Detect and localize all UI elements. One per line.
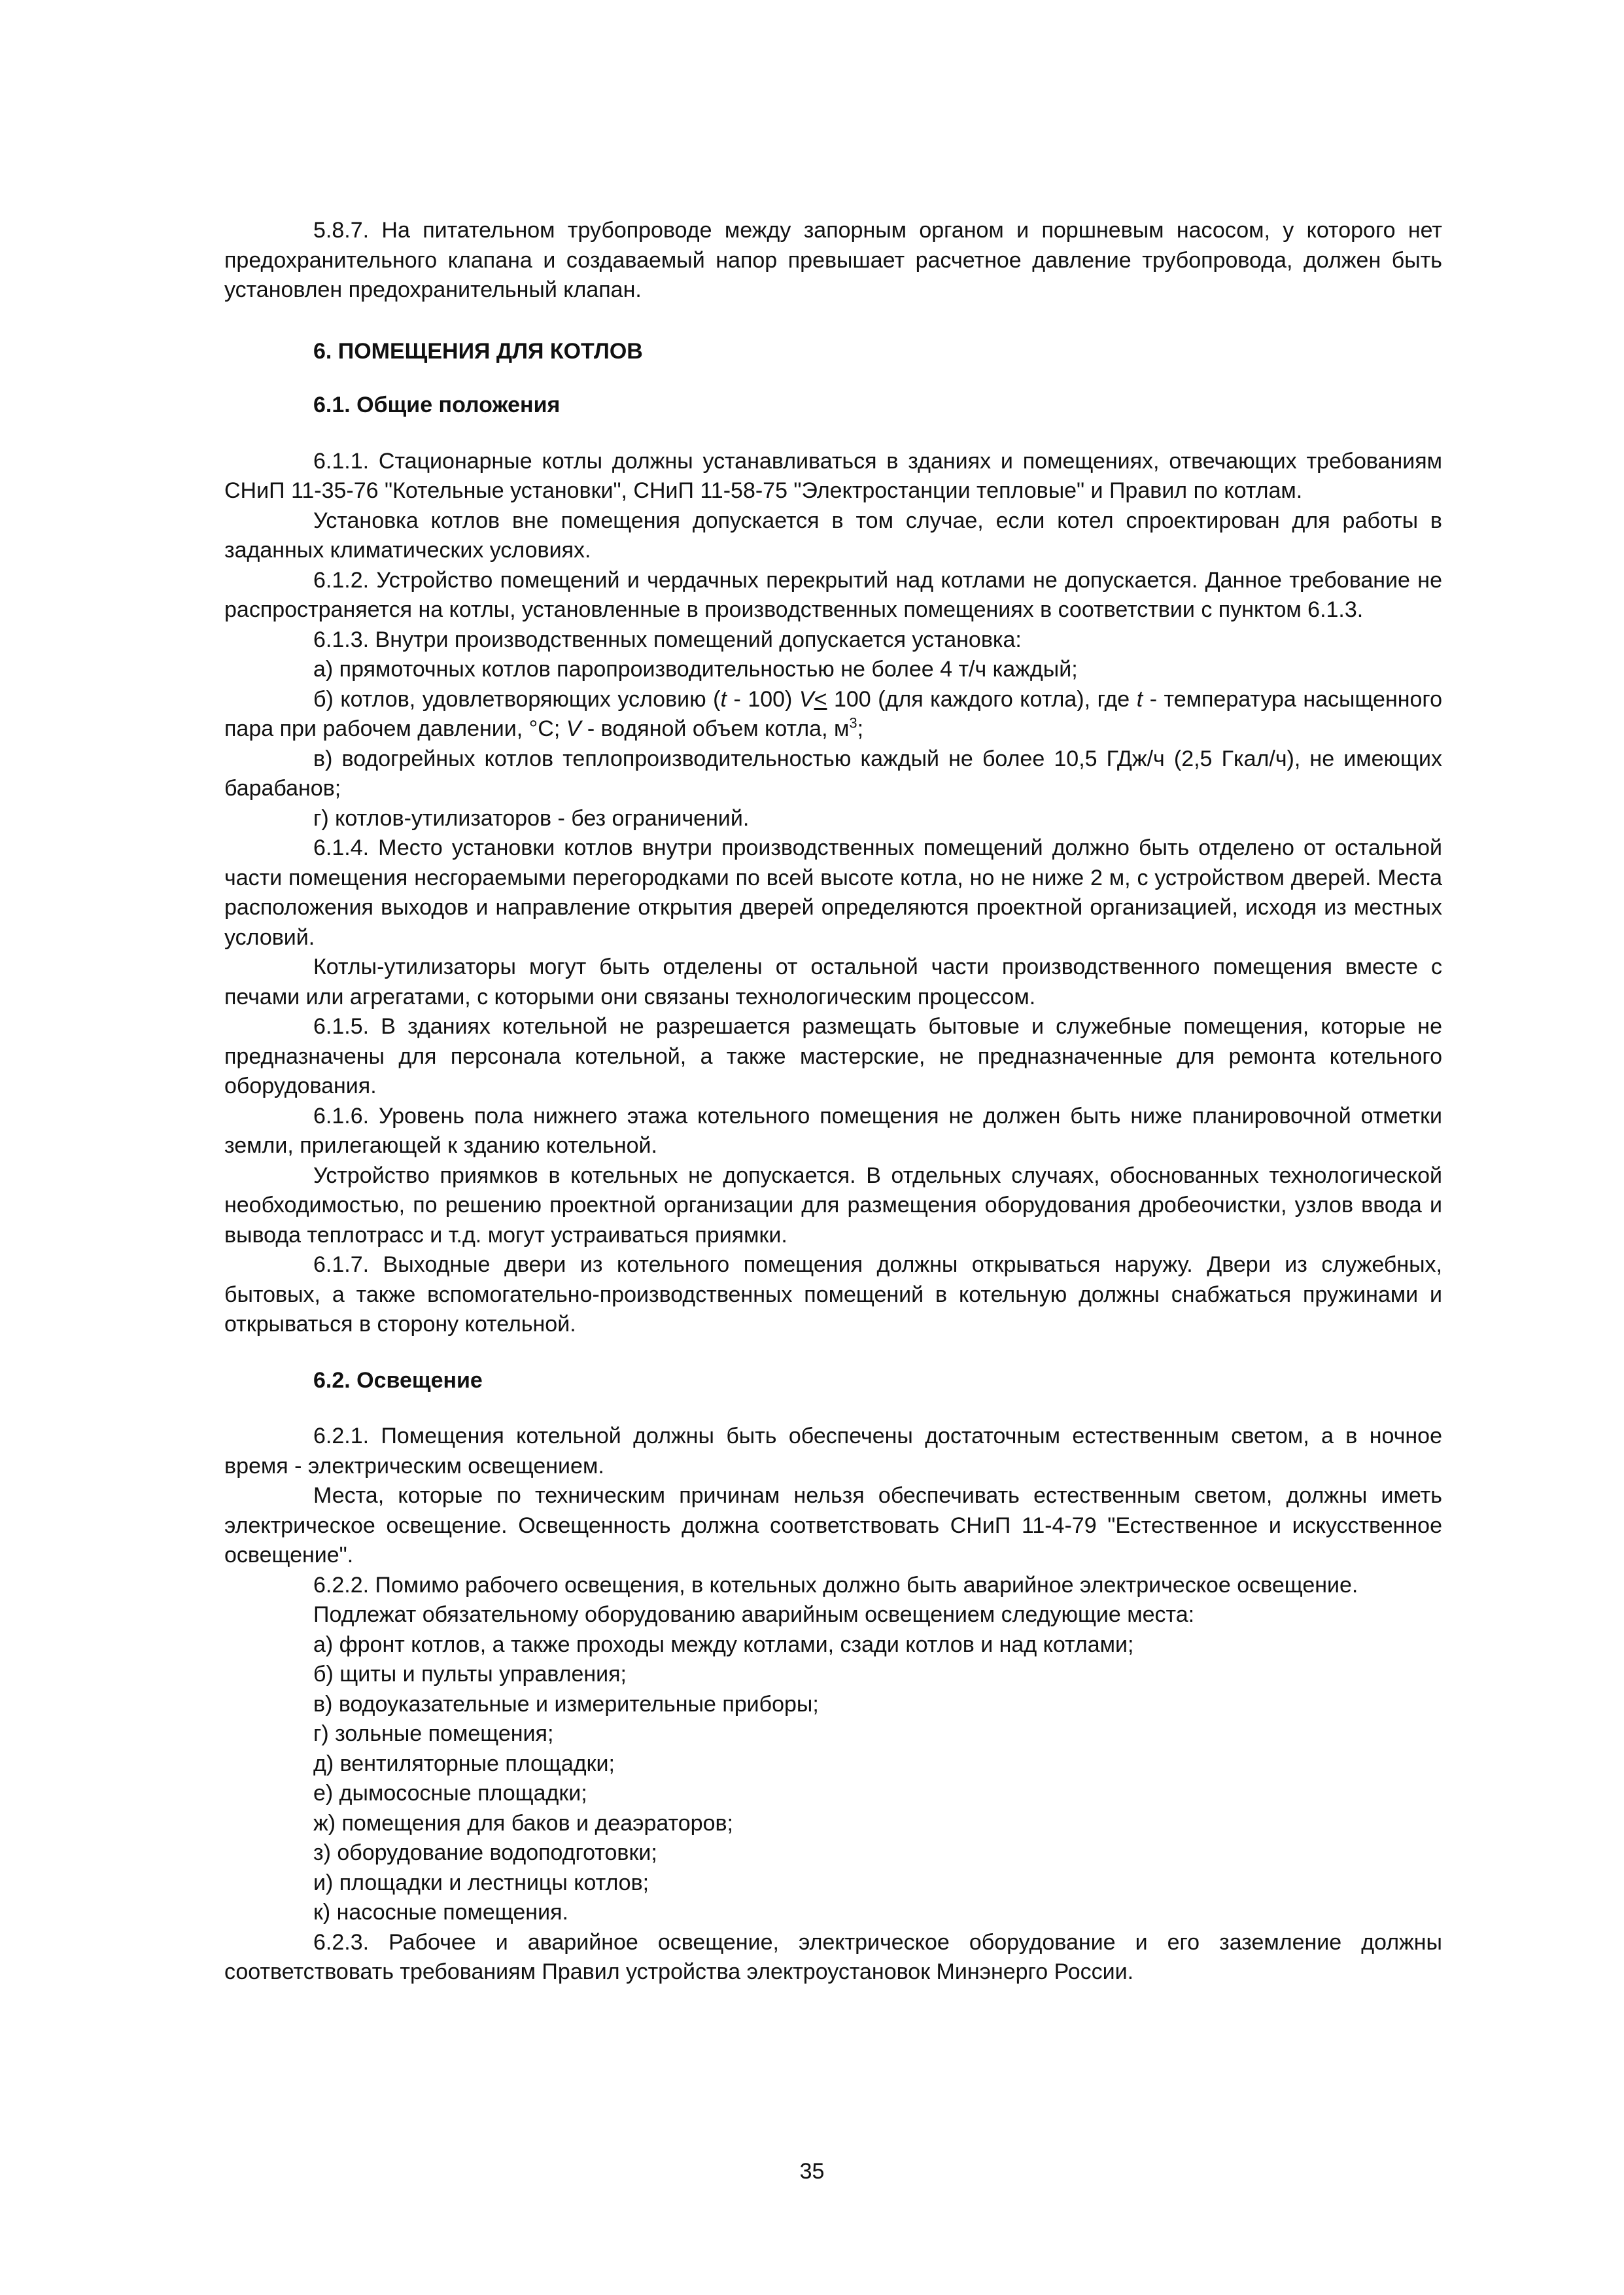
section-6-1-heading: 6.1. Общие положения [313,393,561,417]
text-fragment: б) котлов, удовлетворяющих условию ( [313,686,721,712]
paragraph-6-2-2-b: Подлежат обязательному оборудованию аварийным освещением следующие места: [313,1602,1195,1627]
variable-v: V [566,716,581,741]
variable-t: t [1136,686,1143,712]
paragraph-6-1-6-b: Устройство приямков в котельных не допускается. В отдельных случаях, обоснованных технологической необходимостью, по решению проектной организации для размещения оборудования дробеочистки, узлов ввода и вывода теплотрасс и т.д. могут устраиваться приямки. [224,1163,1442,1248]
paragraph-6-2-2: 6.2.2. Помимо рабочего освещения, в котельных должно быть аварийное электрическое освещение. [313,1572,1358,1598]
paragraph-6-1-1: 6.1.1. Стационарные котлы должны устанавливаться в зданиях и помещениях, отвечающих требованиям СНиП 11-35-76 "Котельные установки", СНиП 11-58-75 "Электростанции тепловые" и Правил по котлам. [224,448,1442,503]
paragraph-6-1-3: 6.1.3. Внутри производственных помещений допускается установка: [313,627,1022,652]
list-item: к) насосные помещения. [313,1900,568,1925]
paragraph-6-1-3-c: в) водогрейных котлов теплопроизводительностью каждый не более 10,5 ГДж/ч (2,5 Гкал/ч), не имеющих барабанов; [224,746,1442,801]
paragraph-6-1-7: 6.1.7. Выходные двери из котельного помещения должны открываться наружу. Двери из служебных, бытовых, а также вспомогательно-производственных помещений в котельную должны снабжаться пружинами и открываться в сторону котельной. [224,1252,1442,1337]
list-item: з) оборудование водоподготовки; [313,1840,657,1865]
paragraph-6-1-5: 6.1.5. В зданиях котельной не разрешается размещать бытовые и служебные помещения, которые не предназначены для персонала котельной, а также мастерские, не предназначенные для ремонта котельного оборудования. [224,1014,1442,1098]
text-fragment: 100 (для каждого котла), где [827,686,1137,712]
paragraph-6-1-6: 6.1.6. Уровень пола нижнего этажа котельного помещения не должен быть ниже планировочной отметки земли, прилегающей к зданию котельной. [224,1103,1442,1158]
paragraph-6-2-3: 6.2.3. Рабочее и аварийное освещение, электрическое оборудование и его заземление должны соответствовать требованиям Правил устройства электроустановок Минэнерго России. [224,1929,1442,1984]
page-number: 35 [799,2159,825,2184]
paragraph-6-2-1: 6.2.1. Помещения котельной должны быть обеспечены достаточным естественным светом, а в ночное время - электрическим освещением. [224,1424,1442,1479]
text-fragment: - температура насыщенного пара при рабочем давлении, °С; [224,686,1442,741]
paragraph-5-8-7: 5.8.7. На питательном трубопроводе между запорным органом и поршневым насосом, у которого нет предохранительного клапана и создаваемый напор превышает расчетное давление трубопровода, должен быть установлен предохранительный клапан. [224,218,1442,302]
paragraph-6-1-3-a: а) прямоточных котлов паропроизводительностью не более 4 т/ч каждый; [313,657,1078,682]
text-fragment: - водяной объем котла, м [581,716,850,741]
text-fragment: ; [857,716,864,741]
paragraph-6-1-1-b: Установка котлов вне помещения допускается в том случае, если котел спроектирован для работы в заданных климатических условиях. [224,508,1442,563]
document-page [224,216,1442,1988]
variable-v: V [799,686,814,712]
paragraph-6-1-4-b: Котлы-утилизаторы могут быть отделены от остальной части производственного помещения вместе с печами или агрегатами, с которыми они связаны технологическим процессом. [224,955,1442,1009]
superscript: 3 [849,714,857,731]
text-fragment: - 100) [726,686,799,712]
list-item: б) щиты и пульты управления; [313,1662,627,1687]
list-item: в) водоуказательные и измерительные приборы; [313,1691,819,1717]
paragraph-6-1-3-d: г) котлов-утилизаторов - без ограничений. [313,805,750,831]
less-equal-sign: < [814,686,827,712]
paragraph-6-1-3-b [224,685,1442,745]
section-6-2-heading: 6.2. Освещение [313,1367,483,1393]
paragraph-6-2-1-b: Места, которые по техническим причинам нельзя обеспечивать естественным светом, должны иметь электрическое освещение. Освещенность должна соответствовать СНиП 11-4-79 "Естественное и искусственное освещение". [224,1483,1442,1568]
paragraph-6-1-2: 6.1.2. Устройство помещений и чердачных перекрытий над котлами не допускается. Данное требование не распространяется на котлы, установленные в производственных помещениях в соответствии с пунктом 6.1.3. [224,567,1442,622]
variable-t: t [720,686,727,712]
list-item: е) дымососные площадки; [313,1781,587,1806]
section-6-heading: 6. ПОМЕЩЕНИЯ ДЛЯ КОТЛОВ [313,338,643,364]
list-item: и) площадки и лестницы котлов; [313,1870,649,1895]
list-item: г) зольные помещения; [313,1721,554,1746]
list-item: д) вентиляторные площадки; [313,1751,615,1776]
paragraph-6-1-4: 6.1.4. Место установки котлов внутри производственных помещений должно быть отделено от остальной части помещения несгораемыми перегородками по всей высоте котла, но не ниже 2 м, с устройством дверей. Места расположения выходов и направление открытия дверей определяются проектной организацией, исходя из местных условий. [224,835,1442,950]
list-item: ж) помещения для баков и деаэраторов; [313,1810,733,1836]
list-item: а) фронт котлов, а также проходы между котлами, сзади котлов и над котлами; [313,1632,1134,1657]
